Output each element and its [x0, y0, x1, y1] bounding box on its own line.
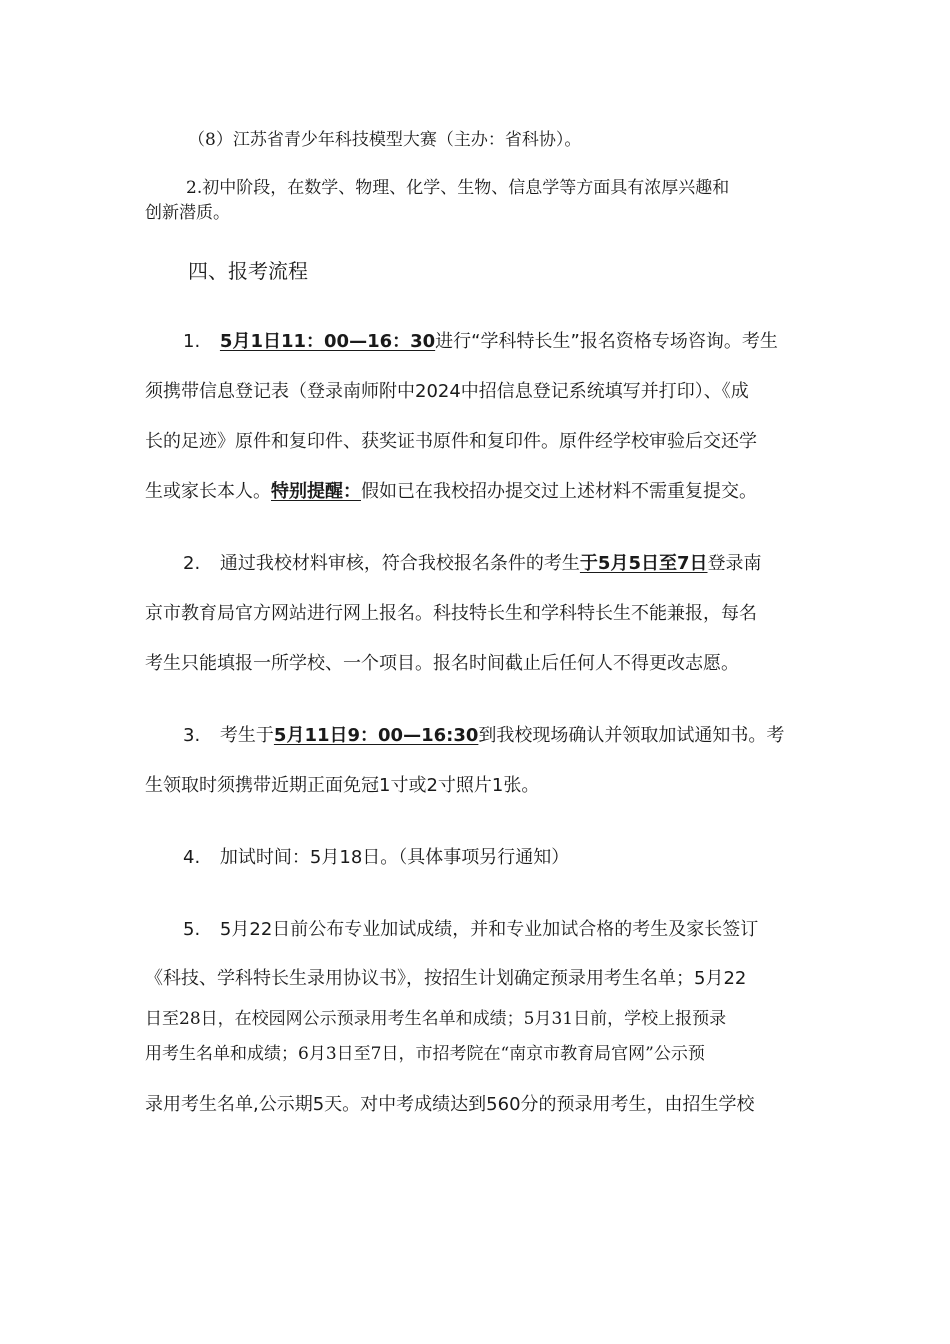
step-1-number: 1.	[183, 331, 201, 352]
condition-2-line-1: 2.初中阶段，在数学、物理、化学、生物、信息学等方面具有浓厚兴趣和	[186, 178, 730, 198]
step-1-line-2: 须携带信息登记表（登录南师附中2024中招信息登记系统填写并打印）、《成	[145, 381, 749, 402]
step-5-line-2: 《科技、学科特长生录用协议书》，按招生计划确定预录用考生名单；5月22	[145, 968, 747, 989]
step-5-number: 5.	[183, 919, 201, 940]
step-3-line-2: 生领取时须携带近期正面免冠1寸或2寸照片1张。	[145, 775, 540, 796]
step-4-number: 4.	[183, 847, 201, 868]
step-1-text: 进行“学科特长生”报名资格专场咨询。考生	[435, 331, 778, 352]
step-2-text-end: 登录南	[707, 553, 762, 574]
step-1-line-1	[183, 330, 778, 354]
step-1-text-b: 假如已在我校招办提交过上述材料不需重复提交。	[361, 481, 757, 502]
step-4-line-1	[183, 846, 569, 870]
step-1-text-a: 生或家长本人。	[145, 481, 271, 502]
special-reminder: 特别提醒：	[271, 481, 361, 502]
step-3-number: 3.	[183, 725, 201, 746]
step-2-number: 2.	[183, 553, 201, 574]
step-5-line-3: 日至28日，在校园网公示预录用考生名单和成绩；5月31日前，学校上报预录	[145, 1009, 727, 1029]
step-2-date: 于5月5日至7日	[579, 553, 708, 574]
step-2-line-3: 考生只能填报一所学校、一个项目。报名时间截止后任何人不得更改志愿。	[145, 653, 739, 674]
step-5-line-4: 用考生名单和成绩；6月3日至7日，市招考院在“南京市教育局官网”公示预	[145, 1044, 705, 1064]
condition-2-line-2: 创新潜质。	[145, 203, 230, 223]
step-5-text: 5月22日前公布专业加试成绩，并和专业加试合格的考生及家长签订	[219, 919, 759, 940]
step-1-date: 5月1日11：00—16：30	[219, 331, 436, 352]
step-3-text: 考生于	[219, 725, 274, 746]
step-5-line-1	[183, 918, 758, 942]
competition-item-8: （8）江苏省青少年科技模型大赛（主办：省科协）。	[188, 130, 582, 150]
section-heading: 四、报考流程	[188, 259, 308, 283]
step-3-date: 5月11日9：00—16:30	[273, 725, 479, 746]
step-1-line-4	[145, 480, 757, 504]
step-4-text: 加试时间：5月18日。（具体事项另行通知）	[219, 847, 570, 868]
step-3-text-end: 到我校现场确认并领取加试通知书。考	[478, 725, 785, 746]
step-2-line-2: 京市教育局官方网站进行网上报名。科技特长生和学科特长生不能兼报，每名	[145, 603, 757, 624]
step-2-line-1	[183, 552, 762, 576]
step-5-line-5: 录用考生名单,公示期5天。对中考成绩达到560分的预录用考生，由招生学校	[145, 1094, 755, 1115]
step-3-line-1	[183, 724, 784, 748]
step-2-text: 通过我校材料审核，符合我校报名条件的考生	[219, 553, 580, 574]
step-1-line-3: 长的足迹》原件和复印件、获奖证书原件和复印件。原件经学校审验后交还学	[145, 431, 757, 452]
